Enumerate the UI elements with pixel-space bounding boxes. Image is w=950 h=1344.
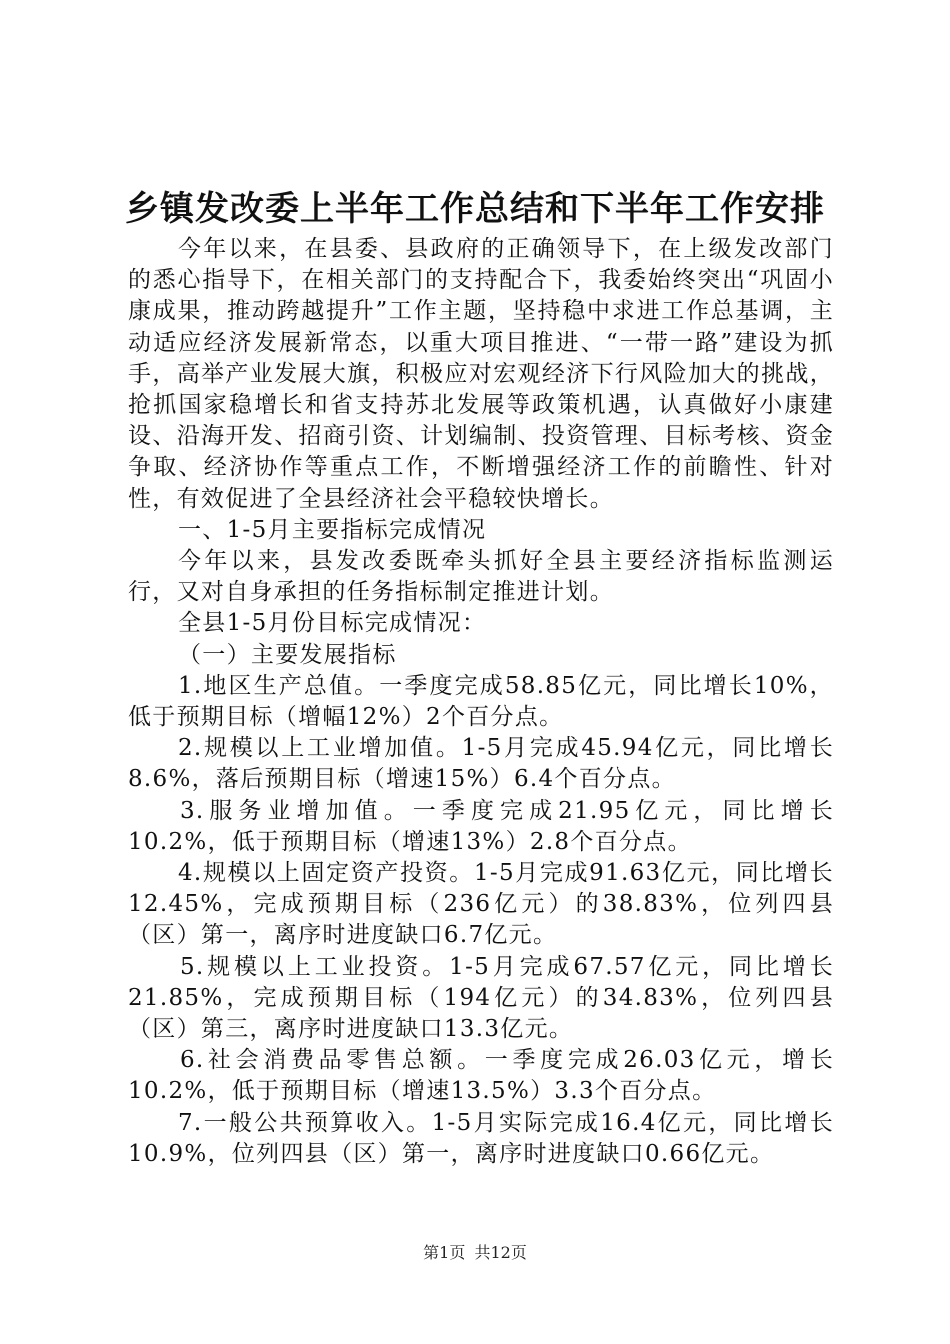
indicator-item: 1.地区生产总值。一季度完成58.85亿元，同比增长10%，低于预期目标（增幅12%）2个百分点。 <box>128 672 834 731</box>
indicator-item: 6.社会消费品零售总额。一季度完成26.03亿元，增长10.2%，低于预期目标（增速13.5%）3.3个百分点。 <box>128 1047 834 1105</box>
indicator-item: 7.一般公共预算收入。1-5月实际完成16.4亿元，同比增长10.9%，位列四县（区）第一，离序时进度缺口0.66亿元。 <box>128 1109 834 1167</box>
indicator-item: 4.规模以上固定资产投资。1-5月完成91.63亿元，同比增长12.45%，完成预期目标（236亿元）的38.83%，位列四县（区）第一，离序时进度缺口6.7亿元。 <box>128 860 834 949</box>
section-heading: 一、1-5月主要指标完成情况 <box>178 516 487 543</box>
document-title: 乡镇发改委上半年工作总结和下半年工作安排 <box>125 189 825 229</box>
page-total: 共12页 <box>474 1243 527 1262</box>
indicator-item: 2.规模以上工业增加值。1-5月完成45.94亿元，同比增长8.6%，落后预期目标（增速15%）6.4个百分点。 <box>128 735 834 793</box>
document-body <box>128 234 834 1170</box>
page-number: 第1页 <box>423 1243 466 1262</box>
indicator-item: 5.规模以上工业投资。1-5月完成67.57亿元，同比增长21.85%，完成预期目标（194亿元）的34.83%，位列四县（区）第三，离序时进度缺口13.3亿元。 <box>128 953 834 1043</box>
intro-paragraph: 今年以来，在县委、县政府的正确领导下，在上级发改部门的悉心指导下，在相关部门的支持配合下，我委始终突出“巩固小康成果，推动跨越提升”工作主题，坚持稳中求进工作总基调，主动适应经济发展新常态，以重大项目推进、“一带一路”建设为抓手，高举产业发展大旗，积极应对宏观经济下行风险加大的挑战，抢抓国家稳增长和省支持苏北发展等政策机遇，认真做好小康建设、沿海开发、招商引资、计划编制、投资管理、目标考核、资金争取、经济协作等重点工作，不断增强经济工作的前瞻性、针对性，有效促进了全县经济社会平稳较快增长。 <box>128 236 834 512</box>
paragraph: 今年以来，县发改委既牵头抓好全县主要经济指标监测运行，又对自身承担的任务指标制定推进计划。 <box>128 548 834 606</box>
subsection-heading: （一）主要发展指标 <box>178 641 397 668</box>
page-footer <box>0 1242 950 1264</box>
paragraph: 全县1-5月份目标完成情况： <box>178 610 487 637</box>
indicator-item: 3.服务业增加值。一季度完成21.95亿元，同比增长10.2%，低于预期目标（增速13%）2.8个百分点。 <box>128 797 834 855</box>
